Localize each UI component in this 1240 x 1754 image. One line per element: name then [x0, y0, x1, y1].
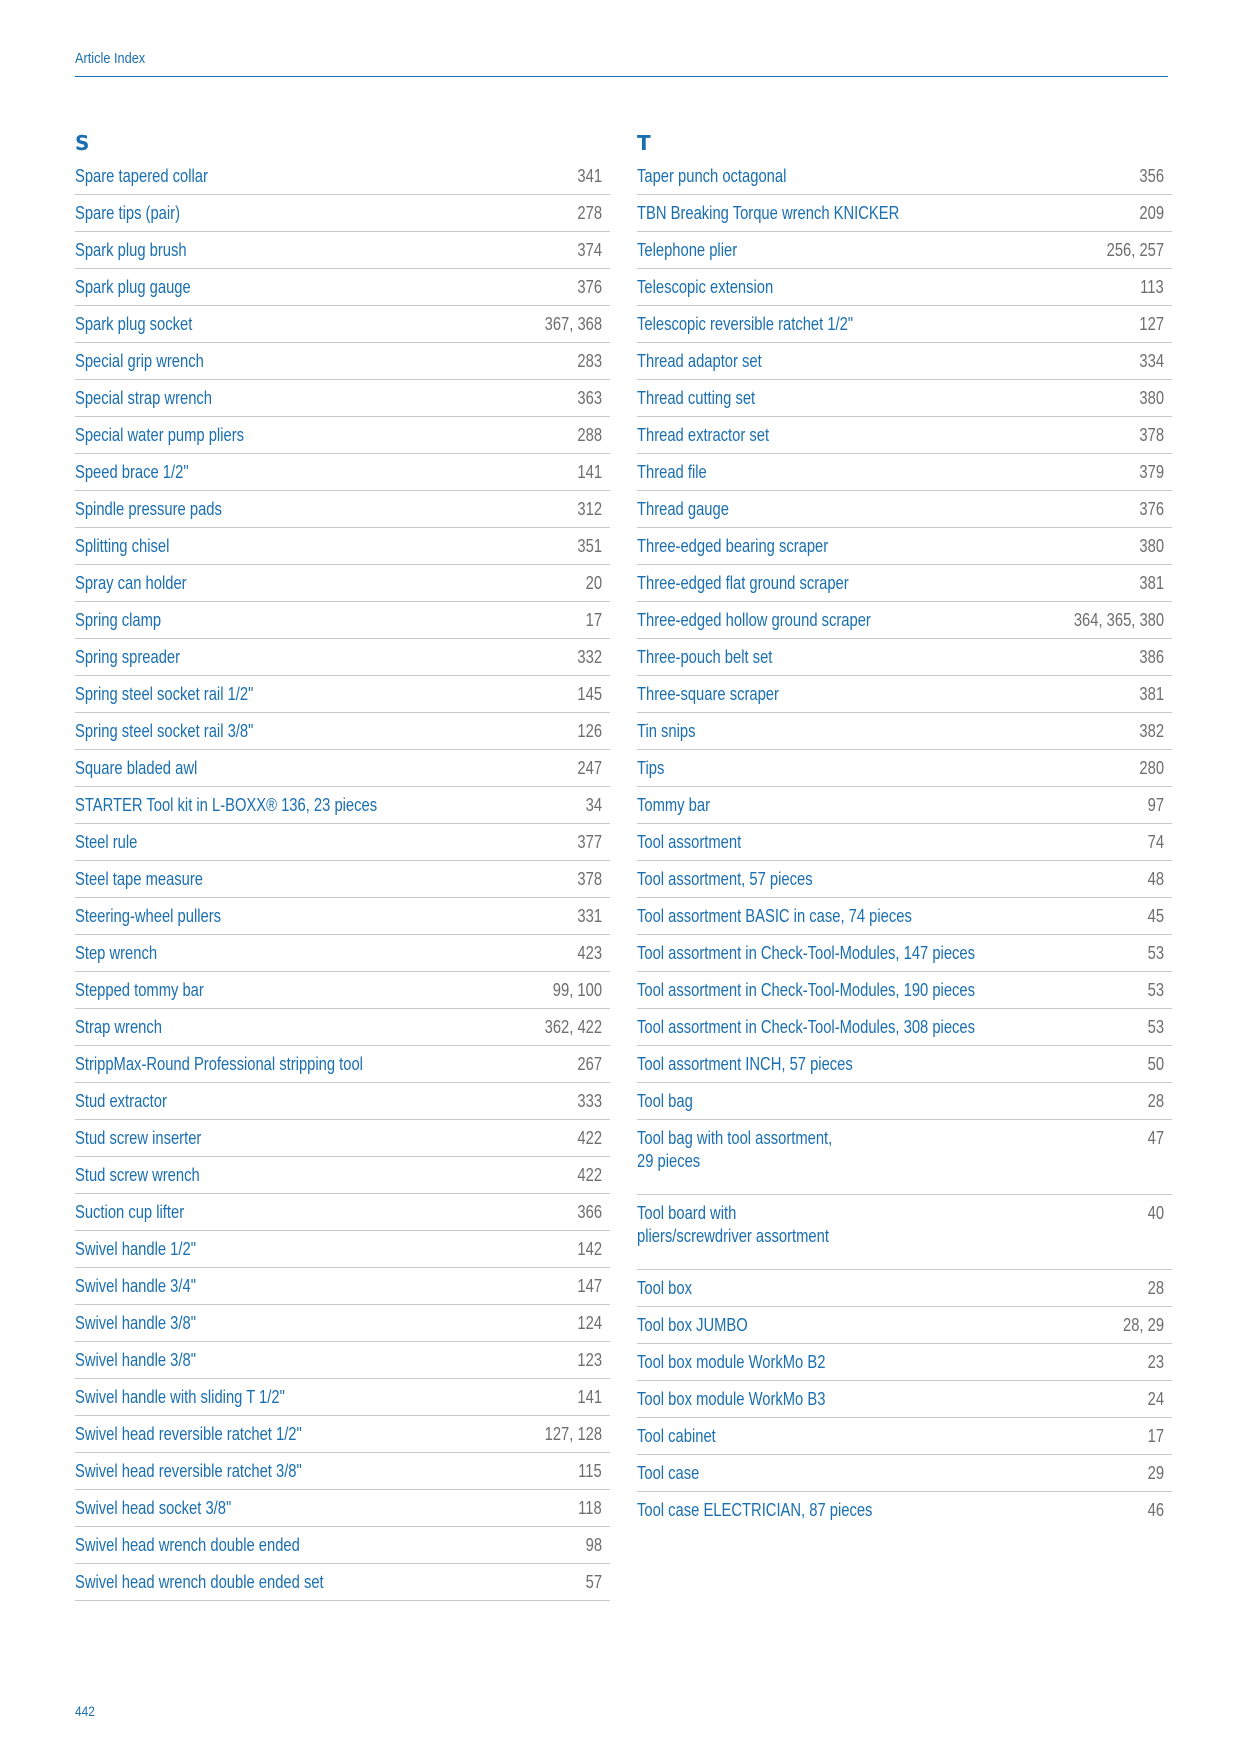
entry-page-numbers: 97	[1147, 795, 1164, 815]
entry-name[interactable]: Swivel handle 3/4"	[75, 1276, 196, 1296]
index-entry[interactable]	[637, 528, 1172, 565]
entry-page-numbers: 17	[1147, 1426, 1164, 1446]
entry-name[interactable]: Thread extractor set	[637, 425, 770, 445]
index-entry[interactable]	[75, 454, 610, 491]
entry-page-numbers: 28	[1147, 1091, 1164, 1111]
index-entry[interactable]	[637, 639, 1172, 676]
index-entry[interactable]	[75, 1564, 610, 1601]
entry-page-numbers: 53	[1147, 1017, 1164, 1037]
entry-name[interactable]: Tool board with pliers/screwdriver assortment	[637, 1203, 829, 1246]
entry-page-numbers: 278	[577, 203, 602, 223]
entry-name[interactable]: Tool assortment in Check-Tool-Modules, 147 pieces	[637, 943, 976, 963]
section-letter: S	[75, 131, 90, 155]
entry-page-numbers: 74	[1147, 832, 1164, 852]
entry-name[interactable]: Tool box module WorkMo B3	[637, 1389, 826, 1409]
index-entry[interactable]	[637, 1418, 1172, 1455]
entry-page-numbers: 374	[577, 240, 602, 260]
index-entry[interactable]	[75, 1157, 610, 1194]
header-title: Article Index	[75, 50, 146, 67]
index-entry[interactable]	[637, 269, 1172, 306]
entry-page-numbers: 280	[1139, 758, 1164, 778]
entry-page-numbers: 367, 368	[544, 314, 602, 334]
entry-name[interactable]: Thread file	[637, 462, 707, 482]
entry-name[interactable]: Swivel head reversible ratchet 1/2"	[75, 1424, 302, 1444]
index-entry[interactable]	[637, 676, 1172, 713]
entry-page-numbers: 23	[1147, 1352, 1164, 1372]
entry-name[interactable]: Step wrench	[75, 943, 158, 963]
index-entry[interactable]	[637, 824, 1172, 861]
entry-page-numbers: 379	[1139, 462, 1164, 482]
index-entry[interactable]	[75, 1083, 610, 1120]
entry-page-numbers: 288	[577, 425, 602, 445]
entry-name[interactable]: Speed brace 1/2"	[75, 462, 189, 482]
index-entry[interactable]	[637, 417, 1172, 454]
entry-page-numbers: 142	[577, 1239, 602, 1259]
entry-page-numbers: 378	[1139, 425, 1164, 445]
entry-page-numbers: 386	[1139, 647, 1164, 667]
entry-page-numbers: 363	[577, 388, 602, 408]
entry-name[interactable]: Swivel handle 3/8"	[75, 1313, 196, 1333]
index-entry[interactable]	[75, 639, 610, 676]
entry-page-numbers: 247	[577, 758, 602, 778]
entry-page-numbers: 267	[577, 1054, 602, 1074]
entry-name[interactable]: Tool case ELECTRICIAN, 87 pieces	[637, 1500, 873, 1520]
entry-name[interactable]: Splitting chisel	[75, 536, 170, 556]
entry-page-numbers: 341	[577, 166, 602, 186]
entry-page-numbers: 423	[577, 943, 602, 963]
index-entry[interactable]	[75, 269, 610, 306]
entry-name[interactable]: Tool box JUMBO	[637, 1315, 748, 1335]
entry-name[interactable]: Tool cabinet	[637, 1426, 716, 1446]
entry-page-numbers: 28, 29	[1122, 1315, 1164, 1335]
index-entry[interactable]	[637, 1381, 1172, 1418]
index-entry[interactable]	[75, 380, 610, 417]
index-column-t	[637, 128, 1172, 1529]
index-entry[interactable]	[637, 1492, 1172, 1529]
index-entry[interactable]	[75, 1009, 610, 1046]
entry-page-numbers: 377	[577, 832, 602, 852]
entry-page-numbers: 53	[1147, 943, 1164, 963]
index-entry[interactable]	[75, 1046, 610, 1083]
entry-name[interactable]: Special water pump pliers	[75, 425, 245, 445]
index-entry[interactable]	[75, 1305, 610, 1342]
index-entry[interactable]	[75, 1268, 610, 1305]
entry-page-numbers: 46	[1147, 1500, 1164, 1520]
entry-name[interactable]: Three-edged flat ground scraper	[637, 573, 849, 593]
index-entry[interactable]	[75, 491, 610, 528]
index-entry[interactable]	[637, 602, 1172, 639]
index-entry[interactable]	[637, 1083, 1172, 1120]
index-entry[interactable]	[637, 1120, 1172, 1195]
entry-name[interactable]: Spring steel socket rail 1/2"	[75, 684, 254, 704]
index-entry[interactable]	[637, 898, 1172, 935]
entry-page-numbers: 17	[585, 610, 602, 630]
index-entry[interactable]	[75, 195, 610, 232]
index-entry[interactable]	[75, 713, 610, 750]
entry-page-numbers: 127	[1139, 314, 1164, 334]
index-entry[interactable]	[75, 1453, 610, 1490]
entry-name[interactable]: Swivel handle 1/2"	[75, 1239, 196, 1259]
index-entry[interactable]	[75, 1194, 610, 1231]
entry-page-numbers: 422	[577, 1165, 602, 1185]
entry-page-numbers: 283	[577, 351, 602, 371]
entry-name[interactable]: Stepped tommy bar	[75, 980, 204, 1000]
entry-name[interactable]: Swivel handle with sliding T 1/2"	[75, 1387, 285, 1407]
entry-name[interactable]: Swivel head wrench double ended	[75, 1535, 300, 1555]
entry-page-numbers: 331	[577, 906, 602, 926]
entry-name[interactable]: Tool assortment BASIC in case, 74 pieces	[637, 906, 912, 926]
entry-page-numbers: 45	[1147, 906, 1164, 926]
entry-name[interactable]: StrippMax-Round Professional stripping tool	[75, 1054, 363, 1074]
entry-name[interactable]: Spark plug gauge	[75, 277, 191, 297]
entry-name[interactable]: Spark plug socket	[75, 314, 193, 334]
entry-page-numbers: 115	[578, 1461, 602, 1481]
entry-name[interactable]: Spare tips (pair)	[75, 203, 181, 223]
entry-page-numbers: 362, 422	[544, 1017, 602, 1037]
entry-page-numbers: 141	[577, 1387, 602, 1407]
index-entry[interactable]	[75, 565, 610, 602]
index-entry[interactable]	[637, 306, 1172, 343]
entry-page-numbers: 34	[585, 795, 602, 815]
index-entry[interactable]	[75, 343, 610, 380]
entry-name[interactable]: Tool assortment in Check-Tool-Modules, 190 pieces	[637, 980, 976, 1000]
entry-page-numbers: 256, 257	[1106, 240, 1164, 260]
entry-name[interactable]: TBN Breaking Torque wrench KNICKER	[637, 203, 900, 223]
entry-name[interactable]: Tool case	[637, 1463, 700, 1483]
entry-name[interactable]: Swivel head reversible ratchet 3/8"	[75, 1461, 302, 1481]
index-entry[interactable]	[637, 1270, 1172, 1307]
entry-page-numbers: 124	[577, 1313, 602, 1333]
index-entry[interactable]	[637, 972, 1172, 1009]
entry-page-numbers: 127, 128	[544, 1424, 602, 1444]
entry-page-numbers: 98	[585, 1535, 602, 1555]
entry-name[interactable]: Steering-wheel pullers	[75, 906, 222, 926]
entry-name[interactable]: Swivel head wrench double ended set	[75, 1572, 324, 1592]
entry-page-numbers: 312	[577, 499, 602, 519]
entry-name[interactable]: Thread adaptor set	[637, 351, 762, 371]
entry-page-numbers: 113	[1140, 277, 1164, 297]
entry-name[interactable]: Tool box module WorkMo B2	[637, 1352, 826, 1372]
index-entry[interactable]	[75, 1379, 610, 1416]
entry-page-numbers: 209	[1139, 203, 1164, 223]
index-entry[interactable]	[75, 1416, 610, 1453]
entry-page-numbers: 334	[1139, 351, 1164, 371]
entry-name[interactable]: Spring clamp	[75, 610, 162, 630]
entry-page-numbers: 378	[577, 869, 602, 889]
entry-page-numbers: 53	[1147, 980, 1164, 1000]
index-entry[interactable]	[75, 158, 610, 195]
entry-name[interactable]: Stud screw inserter	[75, 1128, 202, 1148]
index-entry[interactable]	[637, 454, 1172, 491]
entry-name[interactable]: Tool assortment in Check-Tool-Modules, 308 pieces	[637, 1017, 976, 1037]
entry-name[interactable]: Thread gauge	[637, 499, 729, 519]
index-entry[interactable]	[637, 491, 1172, 528]
entry-name[interactable]: Stud screw wrench	[75, 1165, 200, 1185]
index-entry[interactable]	[637, 343, 1172, 380]
index-entry[interactable]	[637, 1307, 1172, 1344]
entry-name[interactable]: Tin snips	[637, 721, 696, 741]
index-entry[interactable]	[637, 232, 1172, 269]
entry-page-numbers: 47	[1147, 1128, 1164, 1148]
entry-name[interactable]: Swivel head socket 3/8"	[75, 1498, 232, 1518]
entry-name[interactable]: Three-square scraper	[637, 684, 779, 704]
entry-page-numbers: 24	[1147, 1389, 1164, 1409]
index-entry[interactable]	[637, 565, 1172, 602]
entry-name[interactable]: Three-edged hollow ground scraper	[637, 610, 871, 630]
index-entry[interactable]	[637, 713, 1172, 750]
entry-name[interactable]: Tool assortment, 57 pieces	[637, 869, 813, 889]
entry-page-numbers: 333	[577, 1091, 602, 1111]
index-entry[interactable]	[75, 1231, 610, 1268]
entry-page-numbers: 29	[1147, 1463, 1164, 1483]
entry-name[interactable]: Strap wrench	[75, 1017, 162, 1037]
entry-name[interactable]: Spring steel socket rail 3/8"	[75, 721, 254, 741]
entry-name[interactable]: Tool bag with tool assortment, 29 pieces	[637, 1128, 833, 1171]
entry-page-numbers: 50	[1147, 1054, 1164, 1074]
entry-page-numbers: 126	[577, 721, 602, 741]
index-entry[interactable]	[637, 195, 1172, 232]
index-entry[interactable]	[75, 861, 610, 898]
entry-name[interactable]: Tool box	[637, 1278, 692, 1298]
index-entry[interactable]	[75, 750, 610, 787]
index-entry[interactable]	[75, 306, 610, 343]
index-entry[interactable]	[75, 1490, 610, 1527]
index-entry[interactable]	[75, 602, 610, 639]
index-entry[interactable]	[75, 787, 610, 824]
entry-name[interactable]: Three-edged bearing scraper	[637, 536, 829, 556]
entry-name[interactable]: Telescopic reversible ratchet 1/2"	[637, 314, 854, 334]
entry-name[interactable]: Spring spreader	[75, 647, 181, 667]
entry-name[interactable]: Square bladed awl	[75, 758, 198, 778]
entry-name[interactable]: Tool assortment INCH, 57 pieces	[637, 1054, 853, 1074]
entry-name[interactable]: Special strap wrench	[75, 388, 213, 408]
entry-page-numbers: 57	[585, 1572, 602, 1592]
index-entry[interactable]	[75, 935, 610, 972]
entry-page-numbers: 364, 365, 380	[1073, 610, 1164, 630]
entry-page-numbers: 48	[1147, 869, 1164, 889]
index-entry[interactable]	[637, 787, 1172, 824]
index-entry[interactable]	[637, 861, 1172, 898]
entry-page-numbers: 380	[1139, 388, 1164, 408]
entry-page-numbers: 332	[577, 647, 602, 667]
entry-page-numbers: 99, 100	[552, 980, 602, 1000]
index-entry[interactable]	[637, 1344, 1172, 1381]
entry-name[interactable]: Tool bag	[637, 1091, 693, 1111]
index-entry[interactable]	[75, 417, 610, 454]
index-entry[interactable]	[637, 1195, 1172, 1270]
entry-page-numbers: 376	[1139, 499, 1164, 519]
index-entry[interactable]	[637, 1009, 1172, 1046]
entry-page-numbers: 422	[577, 1128, 602, 1148]
entry-name[interactable]: Spindle pressure pads	[75, 499, 222, 519]
entry-page-numbers: 351	[577, 536, 602, 556]
entry-page-numbers: 381	[1139, 684, 1164, 704]
index-entry[interactable]	[637, 1455, 1172, 1492]
entry-page-numbers: 28	[1147, 1278, 1164, 1298]
page-header	[75, 46, 1168, 77]
entry-name[interactable]: Three-pouch belt set	[637, 647, 773, 667]
index-entry[interactable]	[637, 935, 1172, 972]
entry-page-numbers: 147	[577, 1276, 602, 1296]
index-entry[interactable]	[75, 676, 610, 713]
entry-name[interactable]: Tommy bar	[637, 795, 710, 815]
entry-name[interactable]: Thread cutting set	[637, 388, 756, 408]
entry-name[interactable]: Spark plug brush	[75, 240, 187, 260]
entry-page-numbers: 356	[1139, 166, 1164, 186]
index-entry[interactable]	[637, 1046, 1172, 1083]
entry-page-numbers: 141	[577, 462, 602, 482]
entry-name[interactable]: Steel rule	[75, 832, 138, 852]
entry-page-numbers: 366	[577, 1202, 602, 1222]
section-letter: T	[637, 131, 651, 155]
entry-page-numbers: 145	[577, 684, 602, 704]
entry-name[interactable]: Steel tape measure	[75, 869, 203, 889]
entry-name[interactable]: Special grip wrench	[75, 351, 204, 371]
index-entry[interactable]	[75, 824, 610, 861]
entry-page-numbers: 123	[577, 1350, 602, 1370]
index-entry[interactable]	[637, 750, 1172, 787]
entry-name[interactable]: Suction cup lifter	[75, 1202, 185, 1222]
entry-name[interactable]: Swivel handle 3/8"	[75, 1350, 196, 1370]
index-entry[interactable]	[75, 1527, 610, 1564]
entry-page-numbers: 381	[1139, 573, 1164, 593]
entry-page-numbers: 118	[578, 1498, 602, 1518]
page-number: 442	[75, 1703, 95, 1719]
index-entry[interactable]	[75, 1342, 610, 1379]
index-entry[interactable]	[75, 1120, 610, 1157]
entry-name[interactable]: STARTER Tool kit in L-BOXX® 136, 23 pieces	[75, 795, 378, 815]
index-entry[interactable]	[75, 232, 610, 269]
index-entry[interactable]	[75, 972, 610, 1009]
index-entry[interactable]	[637, 380, 1172, 417]
entry-page-numbers: 40	[1147, 1203, 1164, 1223]
entry-name[interactable]: Stud extractor	[75, 1091, 167, 1111]
index-entry[interactable]	[637, 158, 1172, 195]
entry-name[interactable]: Tips	[637, 758, 665, 778]
entry-name[interactable]: Telescopic extension	[637, 277, 774, 297]
index-entry[interactable]	[75, 898, 610, 935]
entry-name[interactable]: Spare tapered collar	[75, 166, 208, 186]
entry-name[interactable]: Telephone plier	[637, 240, 738, 260]
entry-name[interactable]: Tool assortment	[637, 832, 742, 852]
entry-page-numbers: 380	[1139, 536, 1164, 556]
index-column-s	[75, 128, 610, 1601]
entry-page-numbers: 382	[1139, 721, 1164, 741]
entry-name[interactable]: Taper punch octagonal	[637, 166, 787, 186]
entry-page-numbers: 376	[577, 277, 602, 297]
entry-page-numbers: 20	[585, 573, 602, 593]
entry-name[interactable]: Spray can holder	[75, 573, 187, 593]
index-entry[interactable]	[75, 528, 610, 565]
